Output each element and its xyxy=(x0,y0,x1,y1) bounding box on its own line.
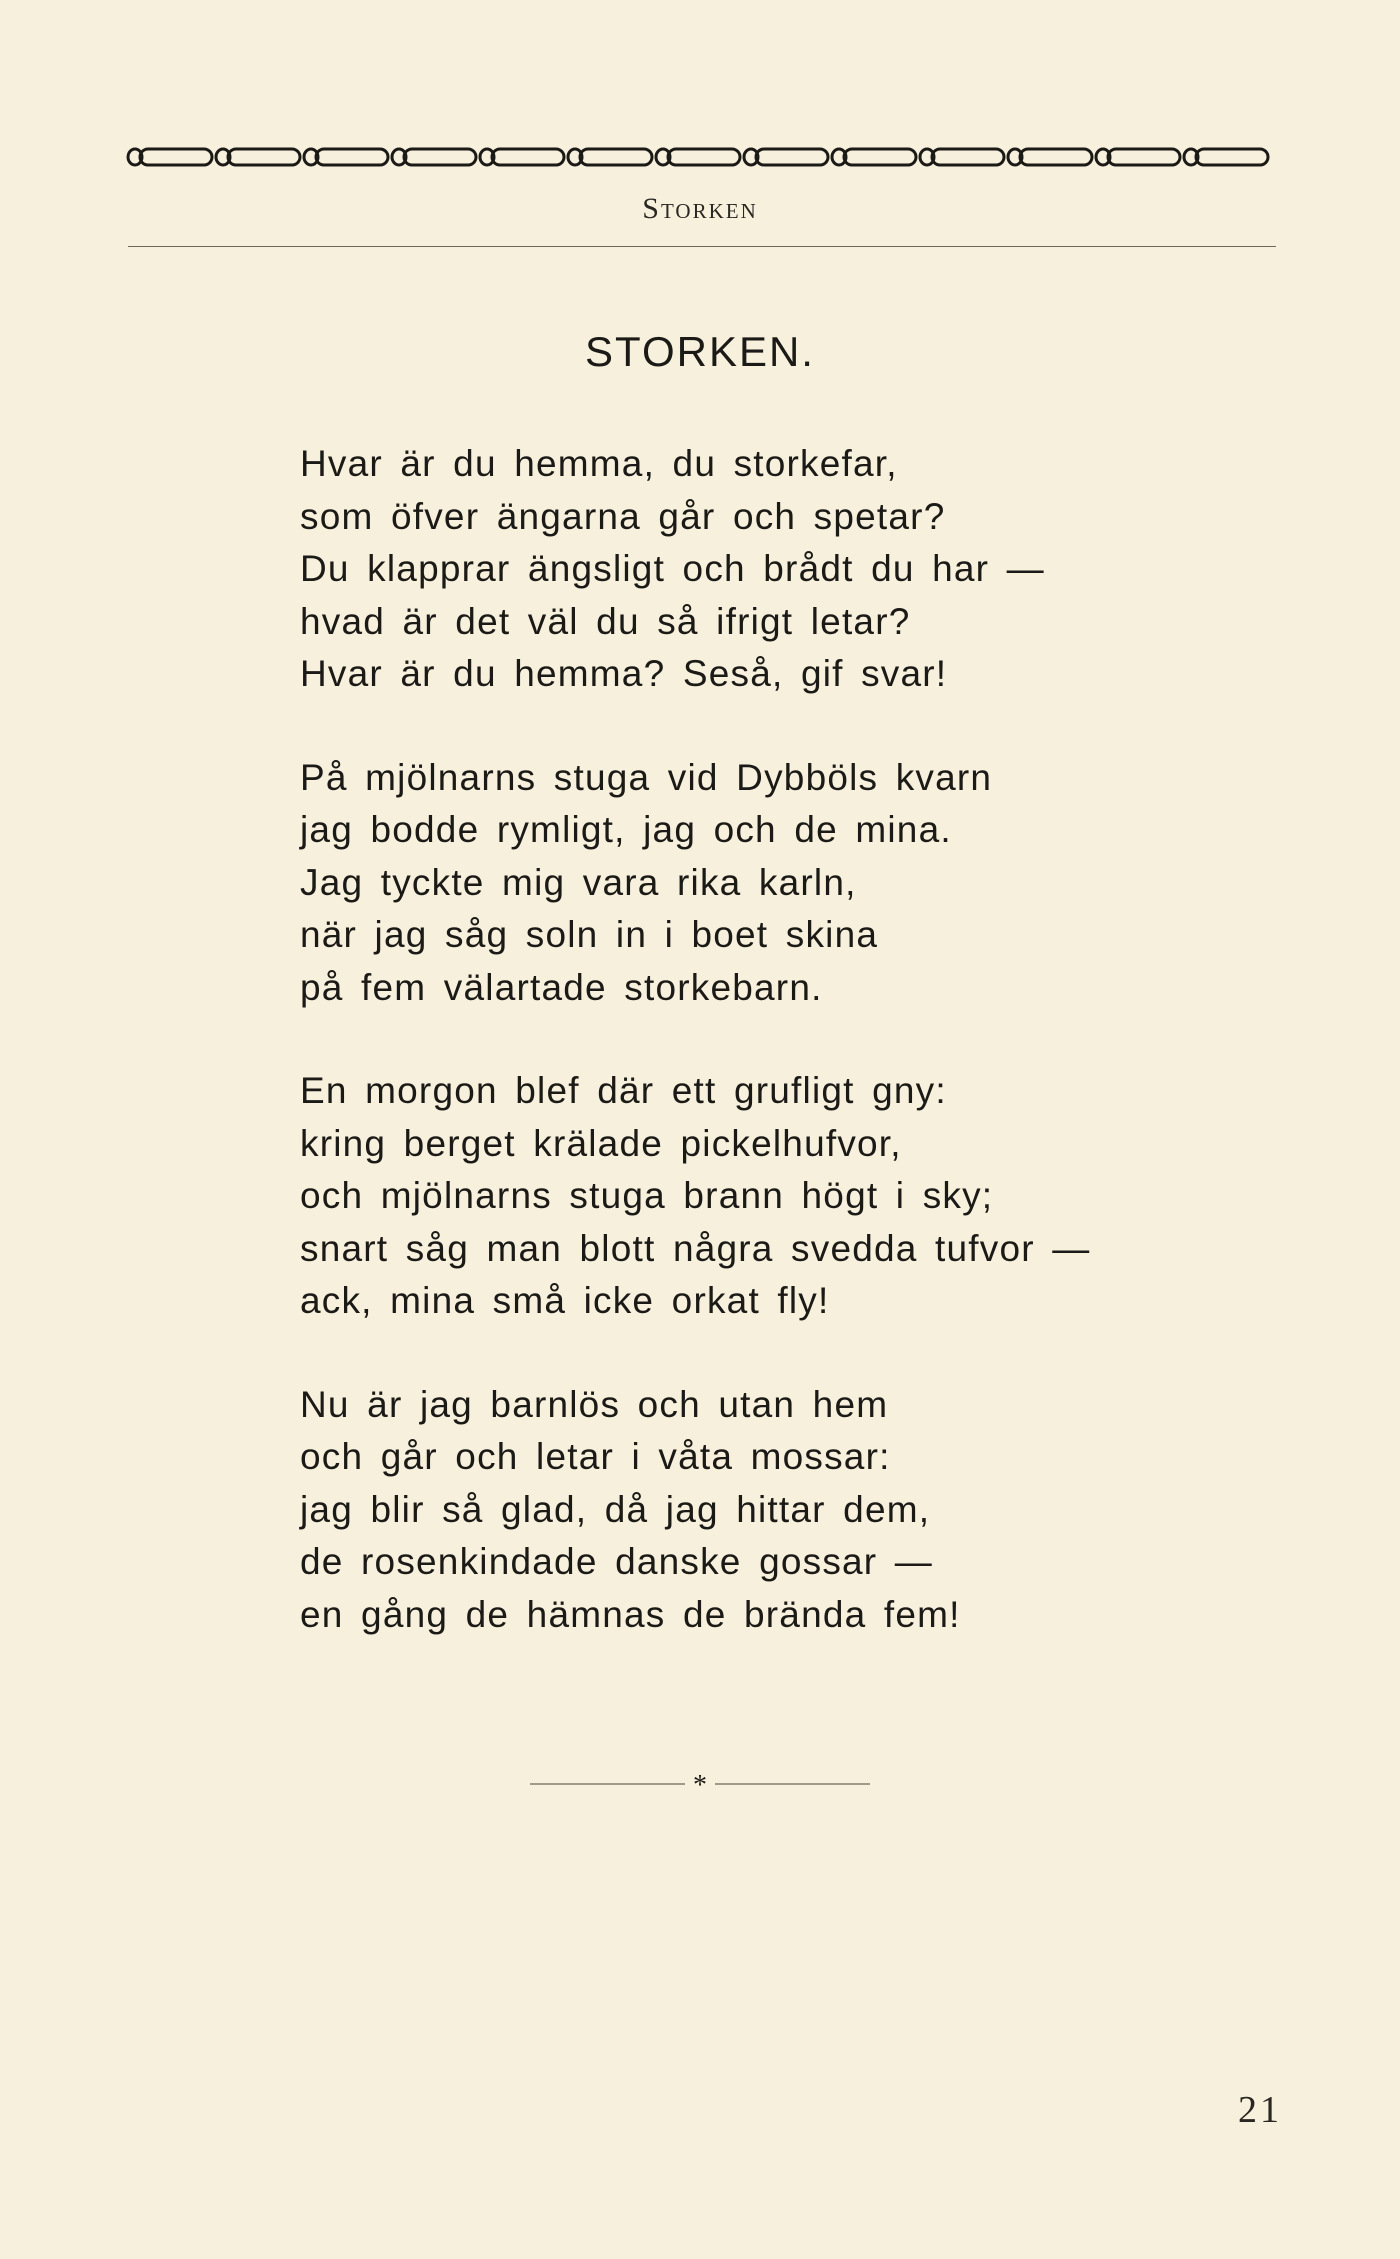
chain-link-oval xyxy=(1196,149,1268,165)
poem-line: Hvar är du hemma? Seså, gif svar! xyxy=(300,653,948,694)
chain-link-oval xyxy=(228,149,300,165)
poem-line: som öfver ängarna går och spetar? xyxy=(300,495,946,537)
chain-link-oval xyxy=(316,149,388,165)
poem-line: jag bodde rymligt, jag och de mina. xyxy=(300,809,952,850)
header-rule xyxy=(128,246,1276,247)
stanza-2 xyxy=(300,752,1180,1015)
poem-line: På mjölnarns stuga vid Dybböls kvarn xyxy=(300,756,993,798)
asterisk-icon: * xyxy=(693,1772,707,1796)
poem-line: ack, mina små icke orkat fly! xyxy=(300,1280,830,1321)
poem-line: Du klapprar ängsligt och brådt du har — xyxy=(300,548,1045,589)
poem-line: de rosenkindade danske gossar — xyxy=(300,1541,934,1582)
chain-link-oval xyxy=(1020,149,1092,165)
stanza-3 xyxy=(300,1065,1180,1328)
chain-link-oval xyxy=(580,149,652,165)
poem-title: STORKEN. xyxy=(585,328,815,375)
chain-link-oval xyxy=(404,149,476,165)
chain-link-oval xyxy=(1108,149,1180,165)
poem-line: Jag tyckte mig vara rika karln, xyxy=(300,861,857,903)
poem-line: och mjölnarns stuga brann högt i sky; xyxy=(300,1175,994,1216)
section-ornament xyxy=(530,1772,870,1796)
poem-line: på fem välartade storkebarn. xyxy=(300,966,823,1008)
poem-body xyxy=(300,438,1180,1692)
poem-line: när jag såg soln in i boet skina xyxy=(300,914,879,955)
chain-link-oval xyxy=(844,149,916,165)
poem-line: En morgon blef där ett grufligt gny: xyxy=(300,1070,947,1111)
chain-link-oval xyxy=(492,149,564,165)
page-number: 21 xyxy=(1238,2089,1282,2131)
poem-line: Nu är jag barnlös och utan hem xyxy=(300,1383,889,1425)
poem-line: och går och letar i våta mossar: xyxy=(300,1436,891,1477)
chain-link-oval xyxy=(932,149,1004,165)
running-head: Storken xyxy=(642,192,758,225)
poem-line: snart såg man blott några svedda tufvor — xyxy=(300,1227,1091,1269)
poem-line: en gång de hämnas de brända fem! xyxy=(300,1593,961,1635)
stanza-1 xyxy=(300,438,1180,701)
decorative-chain-border xyxy=(124,142,1278,172)
poem-line: hvad är det väl du så ifrigt letar? xyxy=(300,600,911,642)
poem-line: jag blir så glad, då jag hittar dem, xyxy=(300,1488,931,1530)
poem-line: Hvar är du hemma, du storkefar, xyxy=(300,443,898,484)
chain-link-oval xyxy=(140,149,212,165)
stanza-4 xyxy=(300,1379,1180,1642)
chain-link-oval xyxy=(756,149,828,165)
poem-line: kring berget krälade pickelhufvor, xyxy=(300,1122,902,1164)
chain-link-oval xyxy=(668,149,740,165)
